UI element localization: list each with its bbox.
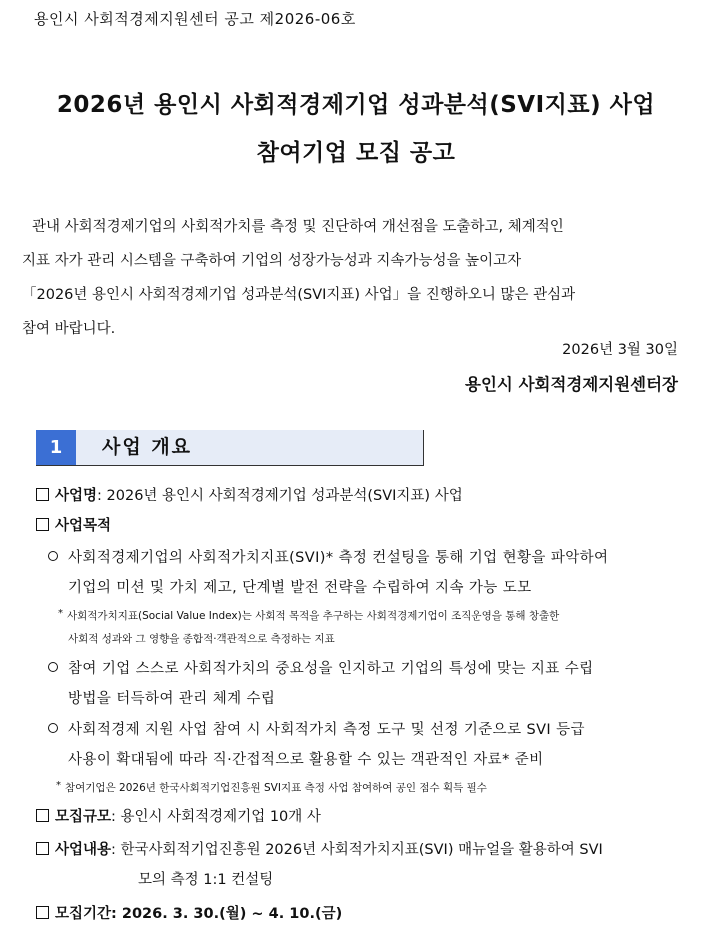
purpose-bullet-2-cont: 방법을 터득하여 관리 체계 수립 <box>68 691 276 707</box>
section-header <box>36 430 424 466</box>
circle-bullet-icon <box>48 723 58 733</box>
section-title: 사업 개요 <box>102 436 193 458</box>
checkbox-square-icon <box>36 488 49 501</box>
issuer-name: 용인시 사회적경제지원센터장 <box>465 375 678 394</box>
intro-paragraph <box>22 210 680 346</box>
intro-line-1: 관내 사회적경제기업의 사회적가치를 측정 및 진단하여 개선점을 도출하고, 체계적인 <box>32 219 564 235</box>
purpose-bullet-1: 사회적경제기업의 사회적가치지표(SVI)* 측정 컨설팅을 통해 기업 현황을 파악하여 <box>48 546 608 567</box>
checkbox-square-icon <box>36 842 49 855</box>
item-recruit-period <box>36 902 342 923</box>
purpose-bullet-2: 참여 기업 스스로 사회적가치의 중요성을 인지하고 기업의 특성에 맞는 지표 수립 <box>48 657 594 678</box>
asterisk-icon: * <box>58 608 63 619</box>
item-value: : 2026. 3. 30.(월) ~ 4. 10.(금) <box>111 906 343 922</box>
item-purpose <box>36 514 111 535</box>
purpose-bullet-1-cont: 기업의 미션 및 가치 제고, 단계별 발전 전략을 수립하여 지속 가능 도모 <box>68 580 532 596</box>
item-value: : 용인시 사회적경제기업 10개 사 <box>111 809 321 825</box>
intro-line-2: 지표 자가 관리 시스템을 구축하여 기업의 성장가능성과 지속가능성을 높이고자 <box>22 253 522 269</box>
section-number: 1 <box>36 430 76 465</box>
circle-bullet-icon <box>48 551 58 561</box>
checkbox-square-icon <box>36 809 49 822</box>
asterisk-icon: * <box>56 780 61 791</box>
item-recruit-scale <box>36 805 321 826</box>
item-business-content-cont: 모의 측정 1:1 컨설팅 <box>138 872 274 888</box>
item-business-content <box>36 838 603 859</box>
notice-number: 용인시 사회적경제지원센터 공고 제2026-06호 <box>34 10 356 28</box>
checkbox-square-icon <box>36 906 49 919</box>
item-label: 사업목적 <box>55 518 112 534</box>
notice-date: 2026년 3월 30일 <box>562 342 678 358</box>
circle-bullet-icon <box>48 662 58 672</box>
intro-line-4: 참여 바랍니다. <box>22 321 116 337</box>
item-value: : 2026년 용인시 사회적경제기업 성과분석(SVI지표) 사업 <box>97 488 463 504</box>
checkbox-square-icon <box>36 518 49 531</box>
item-label: 사업명 <box>55 488 98 504</box>
purpose-bullet-3-cont: 사용이 확대됨에 따라 직·간접적으로 활용할 수 있는 객관적인 자료* 준비 <box>68 752 544 768</box>
page-title-line1: 2026년 용인시 사회적경제기업 성과분석(SVI지표) 사업 <box>56 92 656 118</box>
footnote-1-cont: 사회적 성과와 그 영향을 종합적·객관적으로 측정하는 지표 <box>68 633 335 645</box>
item-label: 사업내용 <box>55 842 112 858</box>
intro-line-3: 「2026년 용인시 사회적경제기업 성과분석(SVI지표) 사업」을 진행하오니 많은 관심과 <box>22 287 576 303</box>
footnote-1: * 사회적가치지표(Social Value Index)는 사회적 목적을 추구하는 사회적경제기업이 조직운영을 통해 창출한 <box>58 608 560 622</box>
item-business-name <box>36 484 463 505</box>
item-value: : 한국사회적기업진흥원 2026년 사회적가치지표(SVI) 매뉴얼을 활용하여 SVI <box>111 842 603 858</box>
item-label: 모집기간 <box>55 906 112 922</box>
page-title-line2: 참여기업 모집 공고 <box>256 140 456 166</box>
purpose-bullet-3: 사회적경제 지원 사업 참여 시 사회적가치 측정 도구 및 선정 기준으로 SVI 등급 <box>48 718 585 739</box>
footnote-2: * 참여기업은 2026년 한국사회적기업진흥원 SVI지표 측정 사업 참여하여 공인 점수 획득 필수 <box>56 780 487 794</box>
item-label: 모집규모 <box>55 809 112 825</box>
